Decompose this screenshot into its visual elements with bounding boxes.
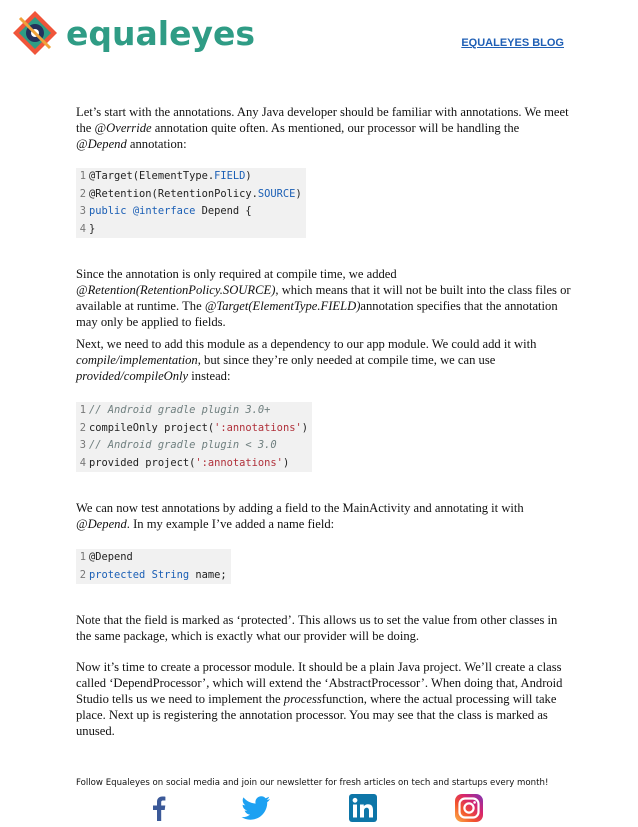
text: annotation: [126, 137, 187, 151]
paragraph-processor [76, 659, 571, 739]
code-line [76, 437, 312, 455]
code-text [89, 203, 256, 221]
italic-text: @Depend [76, 137, 127, 151]
line-number: 2 [76, 567, 89, 585]
code-token: protected [89, 568, 146, 581]
text: Now it’s time to create a processor module. It should be a plain Java project. We’ll create a class called ‘DependProcessor’, which will extend the ‘AbstractProcessor’. When doing that, Android Studio tells us we need to implement the [76, 660, 563, 706]
code-token: provided project( [89, 456, 196, 469]
italic-text: @Override [94, 121, 152, 135]
code-block-gradle [76, 402, 312, 472]
code-token: @Target(ElementType. [89, 170, 215, 182]
line-number: 1 [76, 168, 89, 186]
code-token: ) [245, 170, 252, 182]
line-number: 4 [76, 455, 89, 473]
text: Next, we need to add this module as a dependency to our app module. We could add it with [76, 337, 537, 351]
code-token: ':annotations' [214, 421, 302, 434]
code-token: public [89, 205, 127, 217]
code-line [76, 549, 231, 567]
text: annotation specifies that the annotation may only be applied to fields. [76, 299, 558, 329]
code-text [89, 221, 99, 239]
code-line [76, 203, 306, 221]
text: . In my example I’ve added a name field: [126, 517, 335, 531]
brand-name: equaleyes [66, 13, 255, 53]
text: Let’s start with the annotations. Any Java developer should be familiar with annotations. We meet the [76, 105, 569, 135]
equaleyes-logo-icon [12, 10, 58, 56]
code-token: String [151, 568, 190, 581]
italic-text: @Retention(RetentionPolicy.SOURCE) [76, 283, 276, 297]
line-number: 3 [76, 203, 89, 221]
italic-text: provided/compileOnly [76, 369, 189, 383]
code-line [76, 402, 312, 420]
code-text [89, 168, 256, 186]
code-token: SOURCE [257, 187, 296, 200]
paragraph-retention [76, 266, 571, 330]
text: function, where the actual processing will take place. Next up is registering the annotation processor. You may see that the class is marked as unused. [76, 692, 557, 738]
code-token: ) [301, 421, 308, 434]
code-block-annotation [76, 168, 306, 238]
code-token: // Android gradle plugin 3.0+ [89, 404, 271, 416]
code-token: // Android gradle plugin < 3.0 [89, 439, 277, 451]
code-token: name; [189, 568, 227, 581]
paragraph-protected: Note that the field is marked as ‘protected’. This allows us to set the value from other classes in the same package, which is exactly what our provider will be doing. [76, 613, 558, 643]
line-number: 2 [76, 420, 89, 438]
italic-text: compile/implementation [76, 353, 198, 367]
text: We can now test annotations by adding a field to the MainActivity and annotating it with [76, 501, 524, 515]
code-line [76, 168, 306, 186]
code-line [76, 420, 312, 438]
code-token: @Depend [89, 551, 133, 563]
footer-newsletter-text: Follow Equaleyes on social media and join our newsletter for fresh articles on tech and startups every month! [76, 778, 549, 788]
code-token: @interface [132, 205, 196, 217]
code-text [89, 549, 137, 567]
linkedin-link[interactable] [349, 794, 377, 822]
text: Since the annotation is only required at compile time, we added [76, 267, 397, 281]
code-token: ) [282, 456, 290, 469]
code-text [89, 455, 293, 473]
code-text [89, 420, 312, 438]
code-line [76, 186, 306, 204]
instagram-link[interactable] [455, 794, 483, 822]
line-number: 4 [76, 221, 89, 239]
twitter-icon [240, 794, 272, 822]
code-token: @Retention(RetentionPolicy. [89, 187, 258, 200]
text: , which means that it will not be built into the class files or available at runtime. The [76, 283, 571, 313]
italic-text: @Depend [76, 517, 127, 531]
code-token: } [89, 222, 96, 235]
italic-text: process [283, 692, 322, 706]
code-token: ) [295, 187, 302, 200]
code-token: ':annotations' [195, 456, 283, 469]
brand-logo[interactable] [12, 10, 255, 56]
linkedin-icon [349, 794, 377, 822]
line-number: 1 [76, 549, 89, 567]
code-token: FIELD [214, 170, 246, 182]
instagram-icon [455, 794, 483, 822]
code-line [76, 455, 312, 473]
paragraph-test [76, 500, 571, 532]
line-number: 1 [76, 402, 89, 420]
code-text [89, 567, 231, 585]
line-number: 2 [76, 186, 89, 204]
facebook-link[interactable] [146, 794, 174, 822]
text: instead: [188, 369, 231, 383]
blog-link[interactable]: EQUALEYES BLOG [461, 37, 564, 49]
text: annotation quite often. As mentioned, our processor will be handling the [151, 121, 520, 135]
code-token: compileOnly project( [89, 421, 215, 434]
italic-text: @Target(ElementType.FIELD) [204, 299, 361, 313]
code-text [89, 402, 274, 420]
code-token: Depend { [195, 205, 252, 217]
paragraph-intro [76, 104, 571, 152]
facebook-icon [146, 794, 174, 822]
code-text [89, 437, 281, 455]
code-block-field [76, 549, 231, 584]
code-text [89, 186, 306, 204]
text: , but since they’re only needed at compile time, we can use [197, 353, 496, 367]
code-line [76, 221, 306, 239]
code-line [76, 567, 231, 585]
paragraph-dependency [76, 336, 571, 384]
line-number: 3 [76, 437, 89, 455]
twitter-link[interactable] [240, 794, 272, 822]
